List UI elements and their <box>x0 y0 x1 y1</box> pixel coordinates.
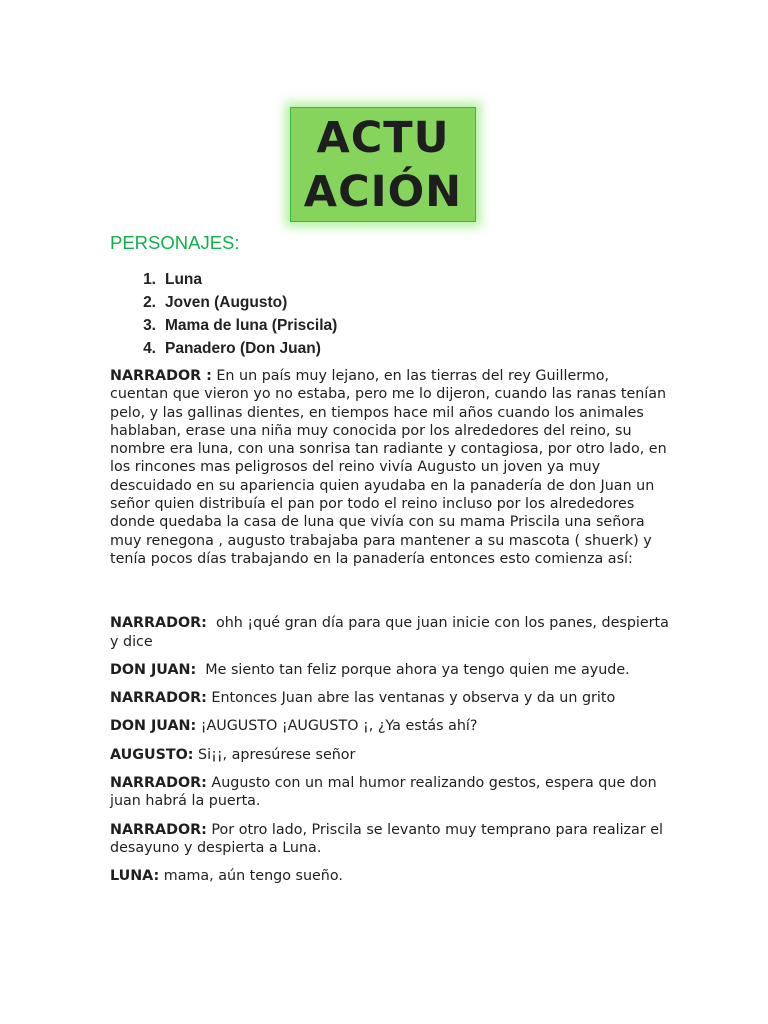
list-item <box>110 337 337 360</box>
list-item <box>110 291 337 314</box>
character-list <box>110 268 337 360</box>
list-item-name: Joven (Augusto) <box>165 294 288 311</box>
list-item <box>110 314 337 337</box>
speaker-label: NARRADOR: <box>110 821 207 838</box>
dialogue-text: En un país muy lejano, en las tierras del rey Guillermo, cuentan que vieron yo no estaba, pero me lo dijeron, cuando las ranas tenían pelo, y las gallinas dientes, en tiempos hace mil años cuando los animales hablaban, erase una niña muy conocida por los alrededores del reino, su nombre era luna, con una sonrisa tan radiante y contagiosa, por otro lado, en los rincones mas peligrosos del reino vivía Augusto un joven ya muy descuidado en su apariencia quien ayudaba en la panadería de don Juan un señor quien distribuía el pan por todo el reino incluso por los alrededores donde quedaba la casa de luna que vivía con su mama Priscila una señora muy renegona , augusto trabajaba para mantener a su mascota ( shuerk) y tenía pocos días trabajando en la panadería entonces esto comienza así: <box>110 368 667 567</box>
title-line-2: ACIÓN <box>303 166 463 217</box>
speaker-label: LUNA: <box>110 868 160 885</box>
dialogue-line <box>110 867 670 885</box>
dialogue-line <box>110 661 670 679</box>
list-item-number: 1. <box>143 271 156 288</box>
dialogue-text: Me siento tan feliz porque ahora ya tengo quien me ayude. <box>205 661 630 678</box>
list-item-number: 2. <box>143 294 156 311</box>
intro-paragraph <box>110 367 670 568</box>
speaker-label: NARRADOR: <box>110 775 207 792</box>
list-item-name: Luna <box>165 271 203 288</box>
list-item-number: 4. <box>143 340 156 357</box>
dialogue-line <box>110 821 670 858</box>
speaker-label: AUGUSTO: <box>110 746 194 763</box>
speaker-label: NARRADOR: <box>110 615 207 632</box>
list-item-number: 3. <box>143 317 156 334</box>
personajes-heading: PERSONAJES: <box>110 232 240 253</box>
speaker-label: NARRADOR : <box>110 368 212 384</box>
dialogue-text: ¡AUGUSTO ¡AUGUSTO ¡, ¿Ya estás ahí? <box>200 718 478 735</box>
speaker-label: DON JUAN: <box>110 661 197 678</box>
list-item-name: Mama de luna (Priscila) <box>165 317 338 334</box>
title-box <box>290 107 476 222</box>
dialogue-text: Augusto con un mal humor realizando gestos, espera que don juan habrá la puerta. <box>110 775 657 810</box>
dialogue-text: Entonces Juan abre las ventanas y observa y da un grito <box>211 690 616 707</box>
speaker-label: NARRADOR: <box>110 690 207 707</box>
speaker-label: DON JUAN: <box>110 718 197 735</box>
script-body <box>110 367 670 886</box>
list-item <box>110 268 337 291</box>
dialogue-line <box>110 614 670 651</box>
dialogue-text: Por otro lado, Priscila se levanto muy temprano para realizar el desayuno y despierta a Luna. <box>110 821 664 856</box>
dialogue-line <box>110 717 670 735</box>
dialogue-line <box>110 746 670 764</box>
dialogue-text: mama, aún tengo sueño. <box>163 868 343 885</box>
title-line-1: ACTU <box>316 112 450 163</box>
dialogue-line <box>110 689 670 707</box>
dialogue-line <box>110 774 670 811</box>
dialogue-text: ohh ¡qué gran día para que juan inicie con los panes, despierta y dice <box>110 615 669 650</box>
list-item-name: Panadero (Don Juan) <box>165 340 321 357</box>
dialogue-text: Si¡¡, apresúrese señor <box>198 746 356 763</box>
